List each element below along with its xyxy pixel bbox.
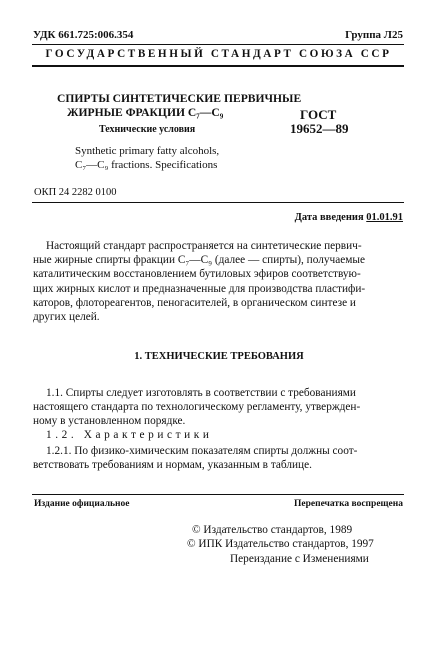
date-intro [295, 212, 403, 223]
paragraph-line: ному в установленном порядке. [33, 415, 186, 428]
english-title-line2: C₇—C₉ fractions. Specifications [75, 159, 218, 171]
gost-number: 19652—89 [290, 121, 349, 136]
copyright-line-2: © ИПК Издательство стандартов, 1997 [187, 538, 374, 550]
header-rule-bottom [32, 65, 404, 67]
document-subtitle: Технические условия [99, 124, 196, 135]
paragraph-1-2: 1.2. Характеристики [46, 429, 213, 441]
gost-label: ГОСТ [300, 107, 337, 122]
reissue-note: Переиздание с Изменениями [230, 553, 369, 565]
intro-line: ные жирные спирты фракции C₇—C₉ (далее — спирты), получаемые [33, 254, 365, 267]
paragraph-line: 1.2.1. По физико-химическим показателям спирты должны соот- [46, 445, 358, 457]
document-title-line2: ЖИРНЫЕ ФРАКЦИИ C₇—C₉ [67, 106, 224, 119]
date-intro-label: Дата введения [294, 212, 364, 223]
intro-line: других целей. [33, 311, 100, 324]
intro-line: Настоящий стандарт распространяется на синтетические первич- [46, 240, 362, 252]
okp-rule [32, 202, 404, 203]
header-rule-top [32, 44, 404, 45]
paragraph-1-2-1 [33, 444, 405, 472]
intro-line: каталитическим восстановлением бутиловых эфиров соответствую- [33, 268, 361, 281]
paragraph-line: 1.1. Спирты следует изготовлять в соответствии с требованиями [46, 387, 356, 399]
english-title-line1: Synthetic primary fatty alcohols, [75, 145, 220, 157]
group-code: Группа Л25 [345, 29, 403, 41]
section-heading: 1. ТЕХНИЧЕСКИЕ ТРЕБОВАНИЯ [134, 351, 304, 362]
state-standard-heading: ГОСУДАРСТВЕННЫЙ СТАНДАРТ СОЮЗА ССР [45, 48, 392, 60]
paragraph-line: ветствовать требованиям и нормам, указанным в таблице. [33, 459, 312, 472]
copyright-line-1: © Издательство стандартов, 1989 [192, 524, 353, 536]
paragraph-1-1 [33, 386, 405, 429]
official-edition-label: Издание официальное [34, 499, 130, 509]
okp-code: ОКП 24 2282 0100 [34, 187, 117, 198]
date-intro-value: 01.01.91 [366, 212, 403, 223]
footer-rule [32, 494, 404, 495]
intro-paragraph [33, 239, 405, 324]
document-title-line1: СПИРТЫ СИНТЕТИЧЕСКИЕ ПЕРВИЧНЫЕ [57, 92, 302, 105]
intro-line: каторов, флотореагентов, пеногасителей, в органическом синтезе и [33, 296, 356, 309]
reprint-prohibited-label: Перепечатка воспрещена [293, 499, 403, 509]
udk-code: УДК 661.725:006.354 [33, 29, 134, 41]
paragraph-line: настоящего стандарта по технологическому регламенту, утвержден- [33, 401, 361, 414]
intro-line: щих жирных кислот и предназначенные для производства пластифи- [33, 282, 366, 295]
